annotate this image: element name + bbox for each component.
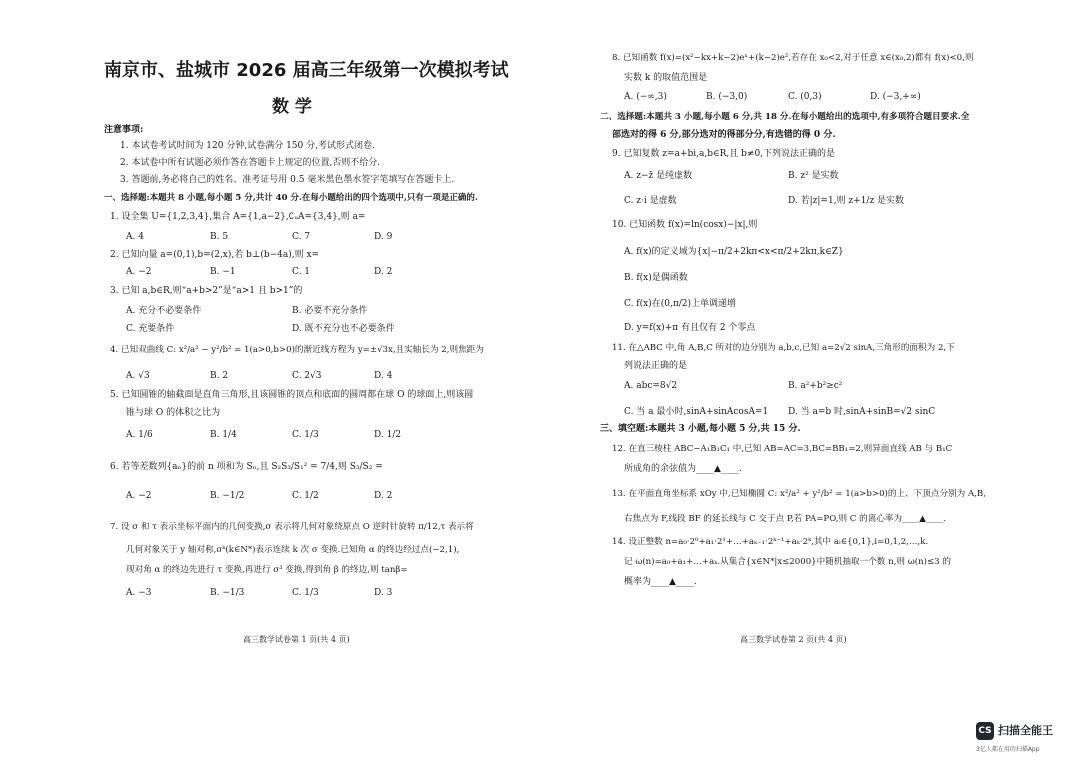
q2-option-b: B. −1: [210, 267, 236, 277]
q9-option-a: A. z−z̄ 是纯虚数: [624, 171, 693, 181]
q10-option-c: C. f(x)在(0,π/2)上单调递增: [624, 299, 736, 309]
q7-option-c: C. 1/3: [292, 588, 319, 598]
q4-option-c: C. 2√3: [292, 371, 322, 381]
q5-option-a: A. 1/6: [126, 430, 153, 440]
q5-option-c: C. 1/3: [292, 430, 319, 440]
q5-option-d: D. 1/2: [374, 430, 402, 440]
question-14-stem-line-1: 14. 设正整数 n=a₀·2⁰+a₁·2¹+…+aₖ₋₁·2ᵏ⁻¹+aₖ·2ᵏ,其中 aᵢ∈{0,1},i=0,1,2,…,k.: [612, 537, 929, 547]
q8-option-b: B. (−3,0): [706, 92, 748, 102]
q11-option-d: D. 当 a=b 时,sinA+sinB=√2 sinC: [788, 407, 936, 417]
section-heading-2-line-1: 二、选择题:本题共 3 小题,每小题 6 分,共 18 分.在每小题给出的选项中,有多项符合题目要求.全: [600, 112, 970, 122]
q7-option-a: A. −3: [126, 588, 152, 598]
q6-option-d: D. 2: [374, 491, 393, 501]
q7-option-b: B. −1/3: [210, 588, 245, 598]
question-2-stem: 2. 已知向量 a=(0,1),b=(2,x),若 b⊥(b−4a),则 x=: [110, 250, 320, 260]
q8-option-a: A. (−∞,3): [624, 92, 667, 102]
question-13-stem-line-2: 右焦点为 F,线段 BF 的延长线与 C 交于点 P,若 PA=PO,则 C 的离心率为____▲____.: [624, 514, 946, 524]
q10-option-d: D. y=f(x)+π 有且仅有 2 个零点: [624, 323, 756, 333]
question-7-stem-line-2: 几何对象关于 y 轴对称,σᵏ(k∈N*)表示连续 k 次 σ 变换.已知角 α 的终边经过点(−2,1),: [126, 545, 460, 555]
question-8-stem-line-1: 8. 已知函数 f(x)=(x²−kx+k−2)eˣ+(k−2)e²,若存在 x₀<2,对于任意 x∈(x₀,2)都有 f(x)<0,则: [612, 53, 974, 63]
subject-title: 数 学: [272, 97, 312, 117]
question-8-stem-line-2: 实数 k 的取值范围是: [624, 73, 708, 83]
watermark-tagline: 3亿人都在用的扫描App: [976, 746, 1040, 753]
section-heading-3: 三、填空题:本题共 3 小题,每小题 5 分,共 15 分.: [600, 424, 801, 434]
q3-option-c: C. 充要条件: [126, 324, 175, 334]
notice-1: 1. 本试卷考试时间为 120 分钟,试卷满分 150 分,考试形式闭卷.: [120, 141, 375, 151]
page-footer-1: 高三数学试卷第 1 页(共 4 页): [243, 635, 350, 644]
notice-heading: 注意事项:: [104, 125, 144, 135]
question-10-stem: 10. 已知函数 f(x)=ln(cosx)−|x|,则: [612, 220, 758, 230]
q1-option-d: D. 9: [374, 232, 393, 242]
question-5-stem-line-1: 5. 已知圆锥的轴截面是直角三角形,且该圆锥的顶点和底面的圆周都在球 O 的球面上,则该圆: [110, 390, 474, 400]
question-14-stem-line-2: 记 ω(n)=a₀+a₁+…+aₖ.从集合{x∈N*|x≤2000}中随机抽取一个数 n,则 ω(n)≤3 的: [624, 557, 951, 567]
section-heading-2-line-2: 部选对的得 6 分,部分选对的得部分分,有选错的得 0 分.: [612, 130, 836, 140]
section-heading-1: 一、选择题:本题共 8 小题,每小题 5 分,共计 40 分.在每小题给出的四个选项中,只有一项是正确的.: [104, 193, 478, 203]
question-3-stem: 3. 已知 a,b∈R,则“a+b>2”是“a>1 且 b>1”的: [110, 286, 303, 296]
question-12-stem-line-2: 所成角的余弦值为____▲____.: [624, 464, 742, 474]
q3-option-a: A. 充分不必要条件: [126, 306, 202, 316]
q4-option-b: B. 2: [210, 371, 229, 381]
q2-option-c: C. 1: [292, 267, 311, 277]
q8-option-c: C. (0,3): [788, 92, 822, 102]
question-9-stem: 9. 已知复数 z=a+bi,a,b∈R,且 b≠0,下列说法正确的是: [612, 149, 836, 159]
q1-option-a: A. 4: [126, 232, 144, 242]
q8-option-d: D. (−3,+∞): [870, 92, 921, 102]
notice-2: 2. 本试卷中所有试题必须作答在答题卡上规定的位置,否则不给分.: [120, 158, 381, 168]
question-14-stem-line-3: 概率为____▲____.: [624, 577, 697, 587]
q9-option-c: C. z·i 是虚数: [624, 196, 677, 206]
q6-option-b: B. −1/2: [210, 491, 245, 501]
q11-option-b: B. a²+b²≥c²: [788, 381, 843, 391]
question-6-stem: 6. 若等差数列{aₙ}的前 n 项和为 Sₙ,且 S₂S₃/S₁² = 7/4,则 S₃/S₂ =: [110, 462, 383, 472]
question-13-stem-line-1: 13. 在平面直角坐标系 xOy 中,已知椭圆 C: x²/a² + y²/b² = 1(a>b>0)的上、下顶点分别为 A,B,: [612, 489, 986, 499]
q9-option-b: B. z² 是实数: [788, 171, 839, 181]
question-1-stem: 1. 设全集 U={1,2,3,4},集合 A={1,a−2},∁ᵤA={3,4},则 a=: [110, 212, 366, 222]
question-7-stem-line-3: 现对角 α 的终边先进行 τ 变换,再进行 σ³ 变换,得到角 β 的终边,则 tanβ=: [126, 565, 408, 575]
q6-option-c: C. 1/2: [292, 491, 319, 501]
q6-option-a: A. −2: [126, 491, 152, 501]
camscanner-logo-icon: CS: [976, 722, 994, 740]
notice-3: 3. 答题前,务必将自己的姓名、准考证号用 0.5 毫米黑色墨水签字笔填写在答题卡上.: [120, 175, 455, 185]
question-7-stem-line-1: 7. 设 σ 和 τ 表示坐标平面内的几何变换,σ 表示将几何对象绕原点 O 逆时针旋转 π/12,τ 表示将: [110, 522, 474, 532]
exam-page-2: [540, 0, 1080, 763]
q10-option-a: A. f(x)的定义域为{x|−π/2+2kπ<x<π/2+2kπ,k∈Z}: [624, 247, 844, 257]
q7-option-d: D. 3: [374, 588, 393, 598]
question-12-stem-line-1: 12. 在直三棱柱 ABC−A₁B₁C₁ 中,已知 AB=AC=3,BC=BB₁=2,则异面直线 AB 与 B₁C: [612, 444, 953, 454]
watermark-app-name: 扫描全能王: [998, 724, 1053, 737]
q3-option-b: B. 必要不充分条件: [292, 306, 368, 316]
question-11-stem-line-2: 列说法正确的是: [624, 361, 688, 371]
question-4-stem: 4. 已知双曲线 C: x²/a² − y²/b² = 1(a>0,b>0)的渐近线方程为 y=±√3x,且实轴长为 2,则焦距为: [110, 345, 484, 355]
q3-option-d: D. 既不充分也不必要条件: [292, 324, 395, 334]
q5-option-b: B. 1/4: [210, 430, 237, 440]
q11-option-a: A. abc=8√2: [624, 381, 678, 391]
q1-option-b: B. 5: [210, 232, 229, 242]
q1-option-c: C. 7: [292, 232, 311, 242]
q4-option-a: A. √3: [126, 371, 150, 381]
q4-option-d: D. 4: [374, 371, 393, 381]
exam-title: 南京市、盐城市 2026 届高三年级第一次模拟考试: [104, 60, 509, 81]
q11-option-c: C. 当 a 最小时,sinA+sinAcosA=1: [624, 407, 769, 417]
q9-option-d: D. 若|z|=1,则 z+1/z 是实数: [788, 196, 905, 206]
question-11-stem-line-1: 11. 在△ABC 中,角 A,B,C 所对的边分别为 a,b,c,已知 a=2√2 sinA,三角形的面积为 2,下: [612, 343, 955, 353]
q10-option-b: B. f(x)是偶函数: [624, 273, 688, 283]
question-5-stem-line-2: 锥与球 O 的体积之比为: [126, 408, 221, 418]
page-footer-2: 高三数学试卷第 2 页(共 4 页): [740, 635, 847, 644]
q2-option-d: D. 2: [374, 267, 393, 277]
q2-option-a: A. −2: [126, 267, 152, 277]
